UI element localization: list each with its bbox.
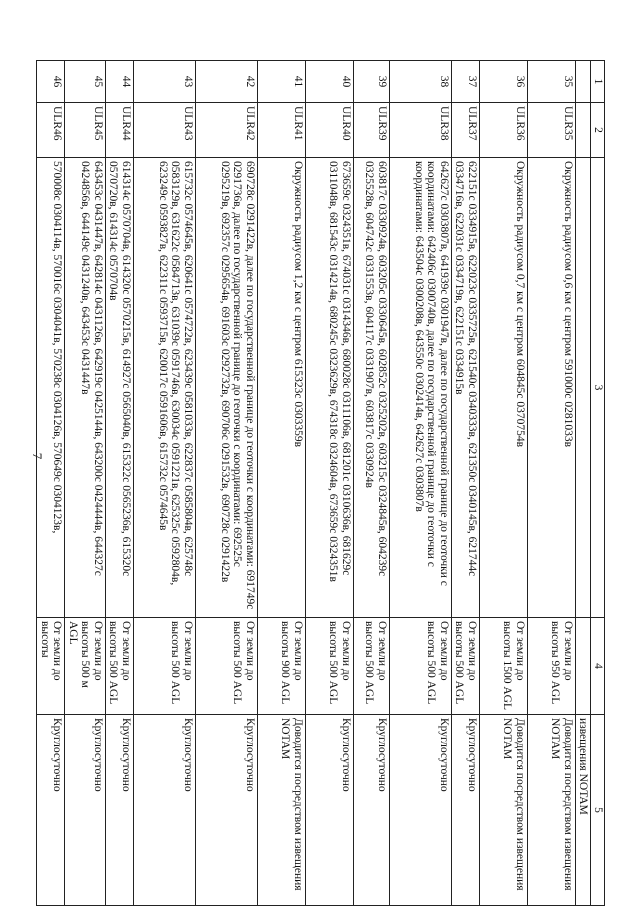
area-code-cell: ULR41	[258, 103, 306, 158]
carryover-cell	[576, 158, 592, 618]
area-boundary-cell: Окружность радиусом 0,6 км с центром 591000с 0281033в	[528, 158, 576, 618]
row-number-cell: 37	[452, 61, 480, 103]
operating-time-cell: Круглосуточно	[37, 715, 65, 906]
row-number-cell: 35	[528, 61, 576, 103]
operating-time-cell: Круглосуточно	[354, 715, 390, 906]
table-row	[106, 61, 134, 906]
table-row	[134, 61, 196, 906]
area-boundary-cell: 603817с 0330924в, 603205с 0330645в, 602852с 0325202в, 603215с 0324845в, 604239с 0325528в, 604742с 0331553в, 604117с 0331907в, 603817с 0330924в	[354, 158, 390, 618]
row-number-cell: 39	[354, 61, 390, 103]
page-number: 7	[30, 452, 45, 460]
area-code-cell: ULR35	[528, 103, 576, 158]
area-boundary-cell: 642627с 0303807в, 641939с 0301947в, далее по государственной границе до геоточки с координатами: 642406с 0300740в, далее по государственной границе до геоточки с координатами: 643504с 0300208в, 643550с 0302414в, 642627с 0303807в	[390, 158, 452, 618]
altitude-cell: От земли до высоты 500 AGL	[354, 618, 390, 715]
table-row	[196, 61, 258, 906]
operating-time-cell: Круглосуточно	[452, 715, 480, 906]
area-code-cell: ULR40	[306, 103, 354, 158]
area-boundary-cell: 643453с 0431447в, 642814с 0431126в, 642919с 0425144в, 643200с 0424444в, 644327с 0424856в, 644149с 0431240в, 643453с 0431447в	[65, 158, 106, 618]
area-code-cell: ULR45	[65, 103, 106, 158]
carryover-row	[576, 61, 592, 906]
altitude-cell: От земли до высоты 500 м AGL	[65, 618, 106, 715]
header-col-4: 4	[591, 618, 605, 715]
altitude-cell: От земли до высоты	[37, 618, 65, 715]
table-row	[37, 61, 65, 906]
altitude-cell: От земли до высоты 950 AGL	[528, 618, 576, 715]
altitude-cell: От земли до высоты 500 AGL	[134, 618, 196, 715]
altitude-cell: От земли до высоты 1500 AGL	[480, 618, 528, 715]
area-code-cell: ULR42	[196, 103, 258, 158]
operating-time-cell: Круглосуточно	[196, 715, 258, 906]
header-row	[591, 61, 605, 906]
table-row	[528, 61, 576, 906]
area-code-cell: ULR36	[480, 103, 528, 158]
area-code-cell: ULR43	[134, 103, 196, 158]
altitude-cell: От земли до высоты 500 AGL	[452, 618, 480, 715]
operating-time-cell: Круглосуточно	[390, 715, 452, 906]
area-code-cell: ULR37	[452, 103, 480, 158]
altitude-cell: От земли до высоты 500 AGL	[106, 618, 134, 715]
altitude-cell: От земли до высоты 500 AGL	[306, 618, 354, 715]
row-number-cell: 41	[258, 61, 306, 103]
carryover-cell	[576, 61, 592, 103]
carryover-time: извещения NOTAM	[576, 715, 592, 906]
carryover-cell	[576, 103, 592, 158]
operating-time-cell: Круглосуточно	[106, 715, 134, 906]
header-col-1: 1	[591, 61, 605, 103]
table-row	[354, 61, 390, 906]
altitude-cell: От земли до высоты 500 AGL	[196, 618, 258, 715]
header-col-2: 2	[591, 103, 605, 158]
area-code-cell: ULR39	[354, 103, 390, 158]
operating-time-cell: Доводится посредством извещения NOTAM	[528, 715, 576, 906]
area-boundary-cell: 570008с 0304114в, 570016с 0304041в, 570238с 0304126в, 570649с 0304123в,	[37, 158, 65, 618]
altitude-cell: От земли до высоты 500 AGL	[390, 618, 452, 715]
row-number-cell: 43	[134, 61, 196, 103]
operating-time-cell: Круглосуточно	[65, 715, 106, 906]
row-number-cell: 40	[306, 61, 354, 103]
area-boundary-cell: 673659с 0324351в, 674031с 0314346в, 680028с 0311106в, 681201с 0310636в, 681629с 0311048в, 681543с 0314214в, 680245с 0323629в, 674318с 0324604в, 673659с 0324351в	[306, 158, 354, 618]
table-row	[306, 61, 354, 906]
operating-time-cell: Доводится посредством извещения NOTAM	[258, 715, 306, 906]
header-col-3: 3	[591, 158, 605, 618]
carryover-cell	[576, 618, 592, 715]
area-boundary-cell: Окружность радиусом 0,7 км с центром 604845с 0370754в	[480, 158, 528, 618]
row-number-cell: 44	[106, 61, 134, 103]
table-row	[480, 61, 528, 906]
area-boundary-cell: 690728с 0291422в, далее по государственной границе до геоточки с координатами: 691749с 0291736в, далее по государственной границе до геоточки с координатами: 692525с 0295219в, 692357с 0295654в, 691603с 0292732в, 690706с 0291532в, 690728с 0291422в	[196, 158, 258, 618]
rotated-page	[39, 60, 605, 905]
altitude-cell: От земли до высоты 900 AGL	[258, 618, 306, 715]
area-boundary-cell: 614314с 0570704в, 614320с 0570215в, 614927с 0565040в, 615322с 0565236в, 615320с 0570720в, 614314с 0570704в	[106, 158, 134, 618]
table-row	[390, 61, 452, 906]
operating-time-cell: Круглосуточно	[134, 715, 196, 906]
operating-time-cell: Доводится посредством извещения NOTAM	[480, 715, 528, 906]
row-number-cell: 42	[196, 61, 258, 103]
row-number-cell: 36	[480, 61, 528, 103]
area-code-cell: ULR38	[390, 103, 452, 158]
area-boundary-cell: Окружность радиусом 1,2 км с центром 615323с 0303359в	[258, 158, 306, 618]
row-number-cell: 45	[65, 61, 106, 103]
area-code-cell: ULR46	[37, 103, 65, 158]
restricted-areas-table	[37, 60, 606, 906]
area-boundary-cell: 615732с 0574645в, 620641с 0574722в, 623439с 0581033в, 622837с 0585804в, 625748с 0583129в, 631622с 0584713в, 631039с 0591746в, 630034с 0591221в, 625325с 0592804в, 623249с 0593827в, 622311с 0593715в, 620017с 0591606в, 615732с 0574645в	[134, 158, 196, 618]
row-number-cell: 38	[390, 61, 452, 103]
row-number-cell: 46	[37, 61, 65, 103]
table-row	[452, 61, 480, 906]
header-col-5: 5	[591, 715, 605, 906]
operating-time-cell: Круглосуточно	[306, 715, 354, 906]
table-row	[65, 61, 106, 906]
table-row	[258, 61, 306, 906]
area-code-cell: ULR44	[106, 103, 134, 158]
area-boundary-cell: 622151с 0334915в, 622023с 0335725в, 621540с 0340333в, 621350с 0340145в, 621744с 0334716в, 622031с 0334719в, 622151с 0334915в	[452, 158, 480, 618]
